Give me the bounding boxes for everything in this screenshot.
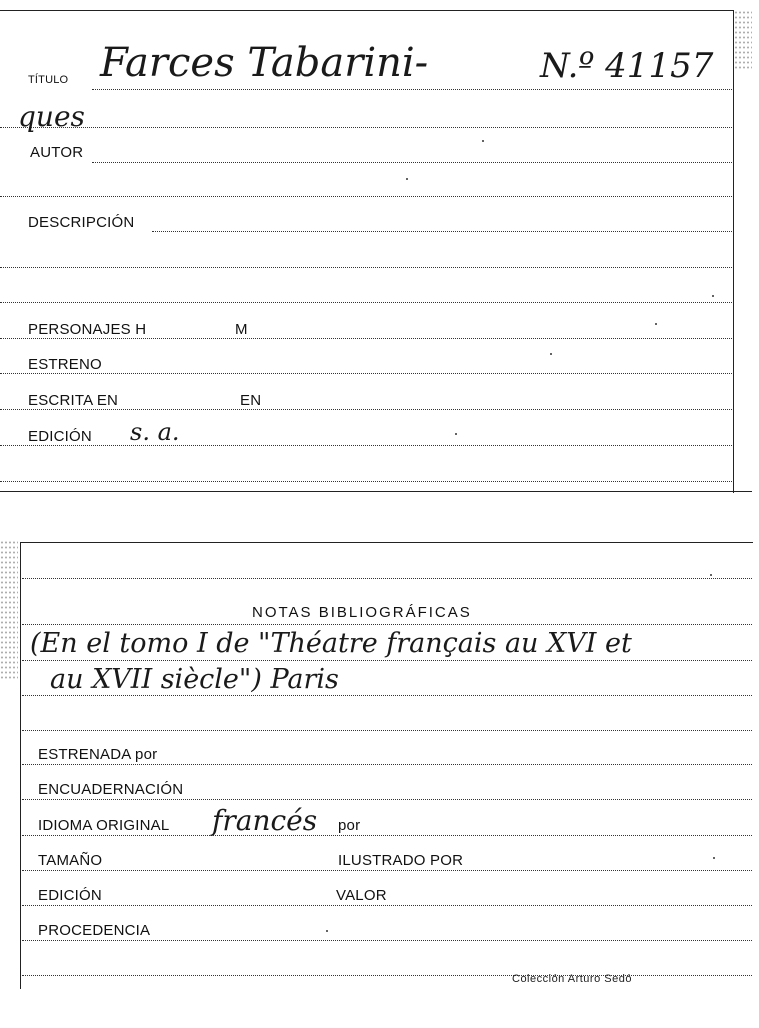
line-blank-2 xyxy=(0,267,732,268)
tamano-label: TAMAÑO xyxy=(38,852,103,869)
scan-speck xyxy=(482,140,484,142)
card-divider xyxy=(0,491,752,492)
line-encuadernacion xyxy=(22,799,752,800)
notas-line-1: (En el tomo I de "Théatre français au XVI et xyxy=(30,628,632,659)
line-estrenada xyxy=(22,764,752,765)
line-edicion-b xyxy=(22,905,752,906)
scan-speck xyxy=(455,433,457,435)
idioma-label: IDIOMA ORIGINAL xyxy=(38,817,170,834)
collection-footer: Colección Arturo Sedó xyxy=(512,973,632,985)
scan-noise-left-bottom xyxy=(0,540,18,680)
scan-speck xyxy=(710,574,712,576)
titulo-number: N.º 41157 xyxy=(540,46,714,86)
line-b-1 xyxy=(22,578,752,579)
notas-line-2: au XVII siècle") Paris xyxy=(50,664,339,695)
line-blank-4 xyxy=(0,481,732,482)
line-tamano xyxy=(22,870,752,871)
en-label: EN xyxy=(240,392,262,409)
line-b-blank xyxy=(22,730,752,731)
ilustrado-label: ILUSTRADO POR xyxy=(338,852,464,869)
line-escrita xyxy=(0,409,732,410)
descripcion-label: DESCRIPCIÓN xyxy=(28,214,135,231)
encuadernacion-label: ENCUADERNACIÓN xyxy=(38,781,184,798)
scan-speck xyxy=(550,353,552,355)
line-estreno xyxy=(0,373,732,374)
line-personajes xyxy=(0,338,732,339)
escrita-label: ESCRITA EN xyxy=(28,392,119,409)
line-titulo xyxy=(92,89,732,90)
scan-speck xyxy=(655,323,657,325)
titulo-value: Farces Tabarini- xyxy=(100,40,429,86)
scan-speck xyxy=(713,857,715,859)
line-edicion xyxy=(0,445,732,446)
estreno-label: ESTRENO xyxy=(28,356,102,373)
scan-speck xyxy=(326,930,328,932)
valor-label: VALOR xyxy=(336,887,387,904)
scan-speck xyxy=(712,295,714,297)
line-notas-1 xyxy=(22,660,752,661)
notas-bibliograficas-title: NOTAS BIBLIOGRÁFICAS xyxy=(252,604,472,621)
titulo-label: TÍTULO xyxy=(28,74,69,86)
line-titulo-cont xyxy=(0,127,732,128)
line-idioma xyxy=(22,835,752,836)
line-procedencia xyxy=(22,940,752,941)
line-descripcion xyxy=(152,231,732,232)
edicion-label: EDICIÓN xyxy=(28,428,92,445)
estrenada-label: ESTRENADA por xyxy=(38,746,158,763)
line-b-last xyxy=(22,975,752,976)
line-blank-1 xyxy=(0,196,732,197)
line-autor xyxy=(92,162,732,163)
scan-noise-right-top xyxy=(734,10,752,70)
titulo-continuation: ques xyxy=(18,100,85,133)
edicion-value: s. a. xyxy=(130,418,180,446)
line-notas-title xyxy=(22,624,752,625)
edicion-b-label: EDICIÓN xyxy=(38,887,102,904)
scan-speck xyxy=(406,178,408,180)
procedencia-label: PROCEDENCIA xyxy=(38,922,151,939)
idioma-por-label: por xyxy=(338,817,361,834)
personajes-m-label: M xyxy=(235,321,248,338)
line-notas-2 xyxy=(22,695,752,696)
autor-label: AUTOR xyxy=(30,144,84,161)
personajes-label: PERSONAJES H xyxy=(28,321,147,338)
line-blank-3 xyxy=(0,302,732,303)
idioma-value: francés xyxy=(212,804,318,837)
